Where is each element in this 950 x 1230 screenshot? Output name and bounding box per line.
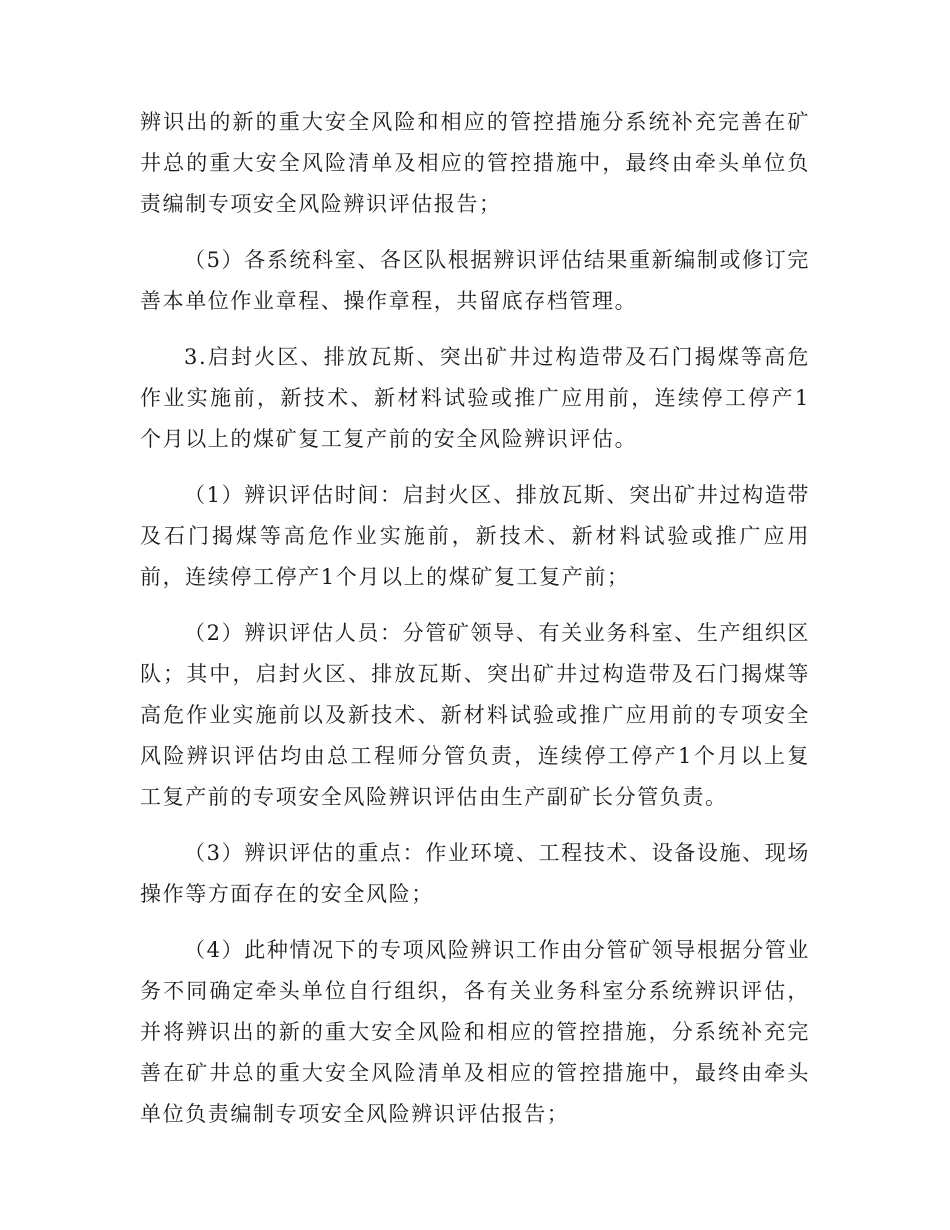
document-page: [140, 102, 810, 1150]
paragraph-item-3: （3）辨识评估的重点：作业环境、工程技术、设备设施、现场操作等方面存在的安全风险；: [140, 841, 810, 906]
paragraph-continuation: 辨识出的新的重大安全风险和相应的管控措施分系统补充完善在矿井总的重大安全风险清单及相应的管控措施中，最终由牵头单位负责编制专项安全风险辨识评估报告；: [140, 110, 810, 216]
paragraph-section-3: 3.启封火区、排放瓦斯、突出矿井过构造带及石门揭煤等高危作业实施前，新技术、新材料试验或推广应用前，连续停工停产1个月以上的煤矿复工复产前的安全风险辨识评估。: [140, 345, 810, 451]
paragraph-item-4: （4）此种情况下的专项风险辨识工作由分管矿领导根据分管业务不同确定牵头单位自行组织，各有关业务科室分系统辨识评估，并将辨识出的新的重大安全风险和相应的管控措施，分系统补充完善在矿井总的重大安全风险清单及相应的管控措施中，最终由牵头单位负责编制专项安全风险辨识评估报告；: [140, 938, 810, 1126]
paragraph-item-2: （2）辨识评估人员：分管矿领导、有关业务科室、生产组织区队；其中，启封火区、排放瓦斯、突出矿井过构造带及石门揭煤等高危作业实施前以及新技术、新材料试验或推广应用前的专项安全风险辨识评估均由总工程师分管负责，连续停工停产1个月以上复工复产前的专项安全风险辨识评估由生产副矿长分管负责。: [140, 621, 810, 809]
paragraph-item-5: （5）各系统科室、各区队根据辨识评估结果重新编制或修订完善本单位作业章程、操作章程，共留底存档管理。: [140, 248, 810, 313]
paragraph-item-1: （1）辨识评估时间：启封火区、排放瓦斯、突出矿井过构造带及石门揭煤等高危作业实施前，新技术、新材料试验或推广应用前，连续停工停产1个月以上的煤矿复工复产前；: [140, 483, 810, 589]
